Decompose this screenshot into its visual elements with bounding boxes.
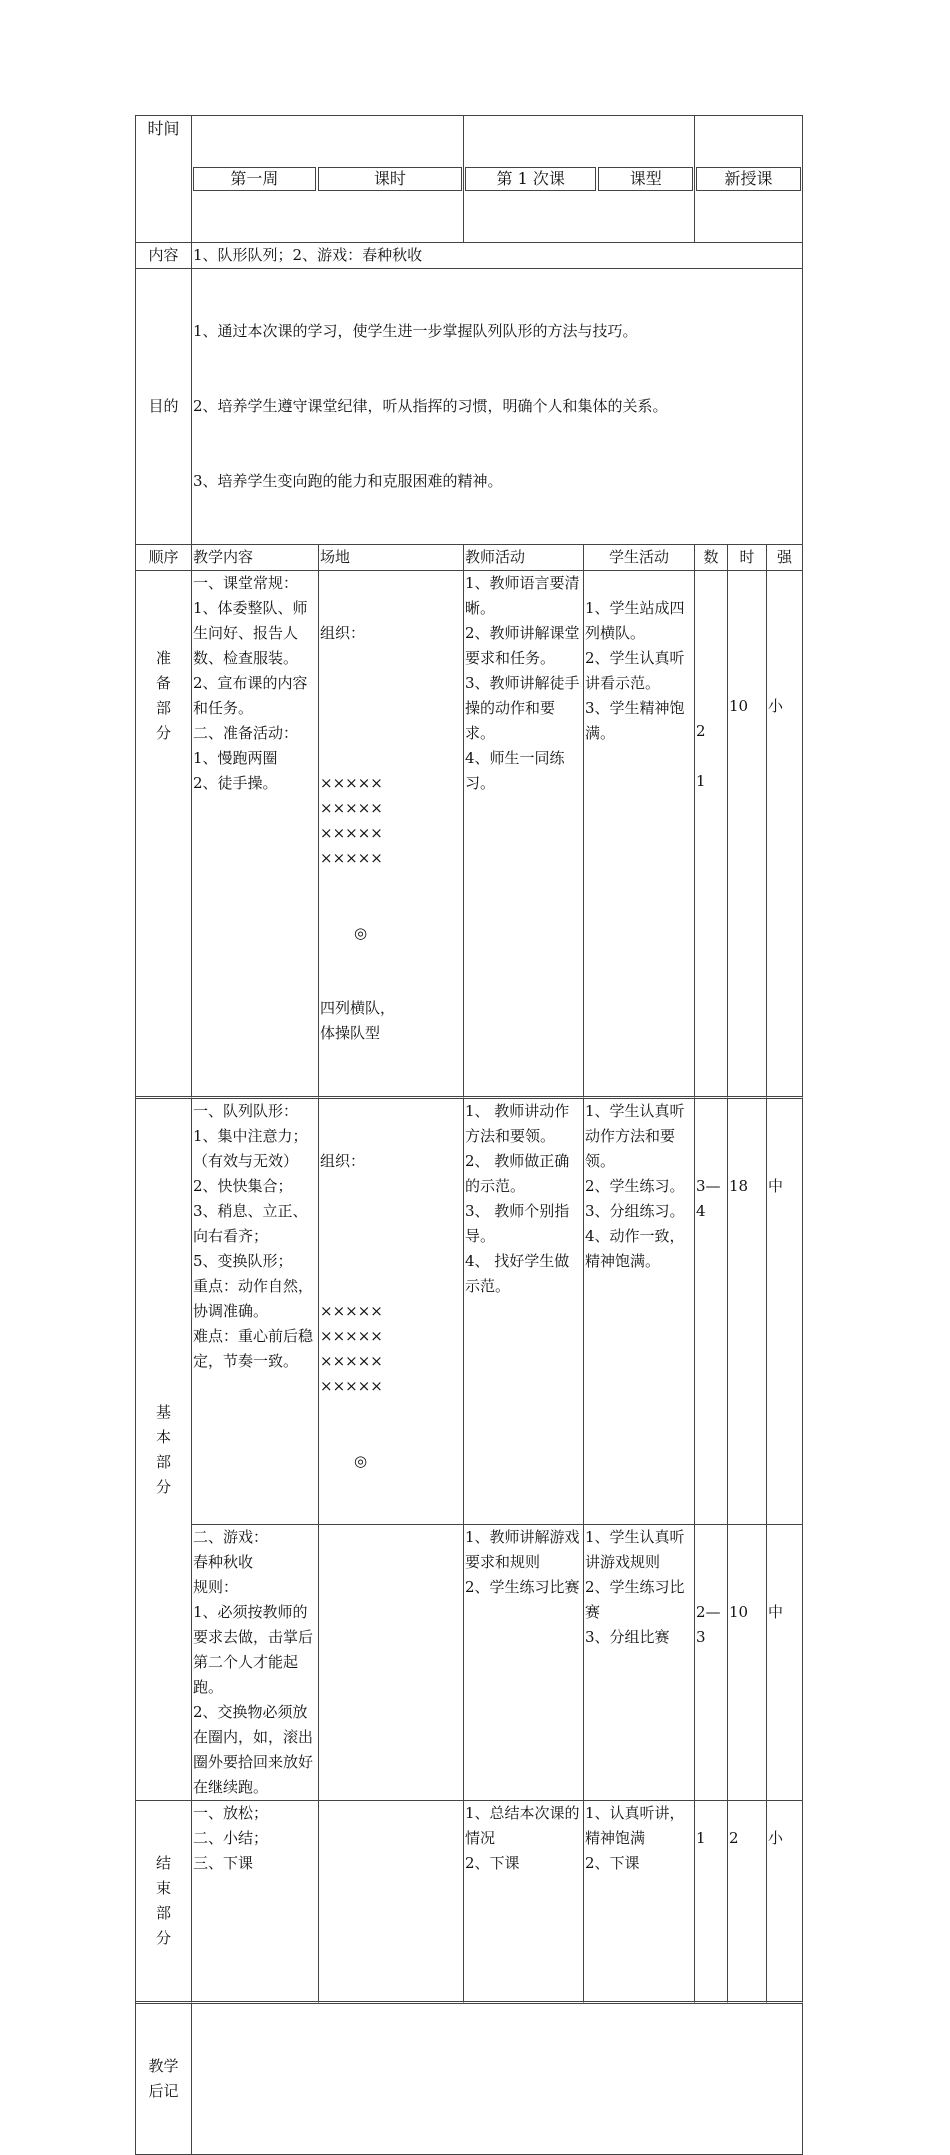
basic-r2-student: 1、学生认真听讲游戏规则 2、学生练习比赛 3、分组比赛 <box>584 1525 695 1801</box>
basic-r1-teacher-mark: ◎ <box>354 1452 368 1470</box>
col-time: 时 <box>728 545 767 571</box>
col-teacher: 教师活动 <box>464 545 584 571</box>
col-student: 学生活动 <box>584 545 695 571</box>
col-count: 数 <box>695 545 728 571</box>
goal-row <box>136 269 803 545</box>
prep-venue-org: 组织： <box>320 624 366 642</box>
basic-r1-time: 18 <box>728 1099 767 1525</box>
col-order: 顺序 <box>136 545 192 571</box>
basic-r2-teaching: 二、游戏： 春种秋收 规则： 1、必须按教师的要求去做，击掌后第二个人才能起跑。 2、交换物必须放在圈内，如，滚出圈外要拾回来放好在继续跑。 <box>192 1525 319 1801</box>
end-teacher: 1、总结本次课的情况 2、下课 <box>464 1801 584 2004</box>
prep-teacher-mark: ◎ <box>354 924 368 942</box>
col-venue: 场地 <box>319 545 464 571</box>
lesson-value: 第 1 次课 <box>465 167 596 191</box>
end-count: 1 <box>695 1801 728 2004</box>
end-student: 1、认真听讲，精神饱满 2、下课 <box>584 1801 695 2004</box>
basic-r2-count: 2— 3 <box>695 1525 728 1801</box>
prep-student: 1、学生站成四列横队。 2、学生认真听讲看示范。 3、学生精神饱满。 <box>584 571 695 1099</box>
time-label: 时间 <box>136 116 192 243</box>
content-text: 1、队形队列；2、游戏：春种秋收 <box>192 243 803 269</box>
prep-time: 10 <box>728 571 767 1099</box>
end-intensity: 小 <box>767 1801 803 2004</box>
prep-intensity: 小 <box>767 571 803 1099</box>
goal-line-3: 3、培养学生变向跑的能力和克服困难的精神。 <box>193 472 503 490</box>
basic-row-2 <box>136 1525 803 1801</box>
basic-r1-teaching: 一、队列队形： 1、集中注意力； （有效与无效） 2、快快集合； 3、稍息、立正、向右看齐； 5、变换队形； 重点：动作自然，协调准确。 难点：重心前后稳定，节奏一致。 <box>192 1099 319 1525</box>
basic-r1-teacher: 1、 教师讲动作方法和要领。 2、 教师做正确的示范。 3、 教师个别指导。 4、 找好学生做示范。 <box>464 1099 584 1525</box>
header-row <box>136 116 803 243</box>
basic-r2-venue <box>319 1525 464 1801</box>
basic-r1-venue-org: 组织： <box>320 1152 366 1170</box>
type-value: 新授课 <box>696 167 801 191</box>
lesson-plan-table <box>135 115 803 2155</box>
notes-text <box>192 2004 803 2155</box>
end-row <box>136 1801 803 2004</box>
basic-r2-time: 10 <box>728 1525 767 1801</box>
week-inner <box>192 166 463 192</box>
goal-lines <box>192 269 803 545</box>
basic-r2-teacher: 1、教师讲解游戏要求和规则 2、学生练习比赛 <box>464 1525 584 1801</box>
type-cell <box>695 116 803 243</box>
column-header-row <box>136 545 803 571</box>
basic-r1-student: 1、学生认真听动作方法和要领。 2、学生练习。 3、分组练习。 4、动作一致，精神饱满。 <box>584 1099 695 1525</box>
goal-line-1: 1、通过本次课的学习，使学生进一步掌握队列队形的方法与技巧。 <box>193 322 638 340</box>
content-row <box>136 243 803 269</box>
prep-teaching: 一、课堂常规： 1、体委整队、师生问好、报告人数、检查服装。 2、宣布课的内容和任务。 二、准备活动： 1、慢跑两圈 2、徒手操。 <box>192 571 319 1099</box>
type-label: 课型 <box>598 167 693 191</box>
lesson-cell <box>464 116 695 243</box>
basic-r1-intensity: 中 <box>767 1099 803 1525</box>
col-teaching: 教学内容 <box>192 545 319 571</box>
notes-row <box>136 2004 803 2155</box>
end-venue <box>319 1801 464 2004</box>
basic-r1-formation: ××××× ××××× ××××× ××××× <box>320 1302 383 1395</box>
goal-line-2: 2、培养学生遵守课堂纪律，听从指挥的习惯，明确个人和集体的关系。 <box>193 397 668 415</box>
prep-venue <box>319 571 464 1099</box>
end-label: 结 束 部 分 <box>136 1801 192 2004</box>
basic-label: 基 本 部 分 <box>136 1099 192 1801</box>
prep-teacher: 1、教师语言要清晰。 2、教师讲解课堂要求和任务。 3、教师讲解徒手操的动作和要求。 4、师生一同练习。 <box>464 571 584 1099</box>
week-value: 第一周 <box>193 167 316 191</box>
lesson-inner <box>464 166 694 192</box>
content-label: 内容 <box>136 243 192 269</box>
basic-r2-intensity: 中 <box>767 1525 803 1801</box>
period-label: 课时 <box>318 167 462 191</box>
basic-r1-venue <box>319 1099 464 1525</box>
prep-formation: ××××× ××××× ××××× ××××× <box>320 774 383 867</box>
notes-label: 教学 后记 <box>136 2004 192 2155</box>
prep-label: 准 备 部 分 <box>136 571 192 1099</box>
goal-label: 目的 <box>136 269 192 545</box>
prep-venue-note: 四列横队， 体操队型 <box>320 999 396 1042</box>
end-time: 2 <box>728 1801 767 2004</box>
col-intensity: 强 <box>767 545 803 571</box>
end-teaching: 一、放松； 二、小结； 三、下课 <box>192 1801 319 2004</box>
basic-r1-count: 3— 4 <box>695 1099 728 1525</box>
basic-row-1 <box>136 1099 803 1525</box>
week-cell <box>192 116 464 243</box>
prep-row <box>136 571 803 1099</box>
prep-count: 2 1 <box>695 571 728 1099</box>
